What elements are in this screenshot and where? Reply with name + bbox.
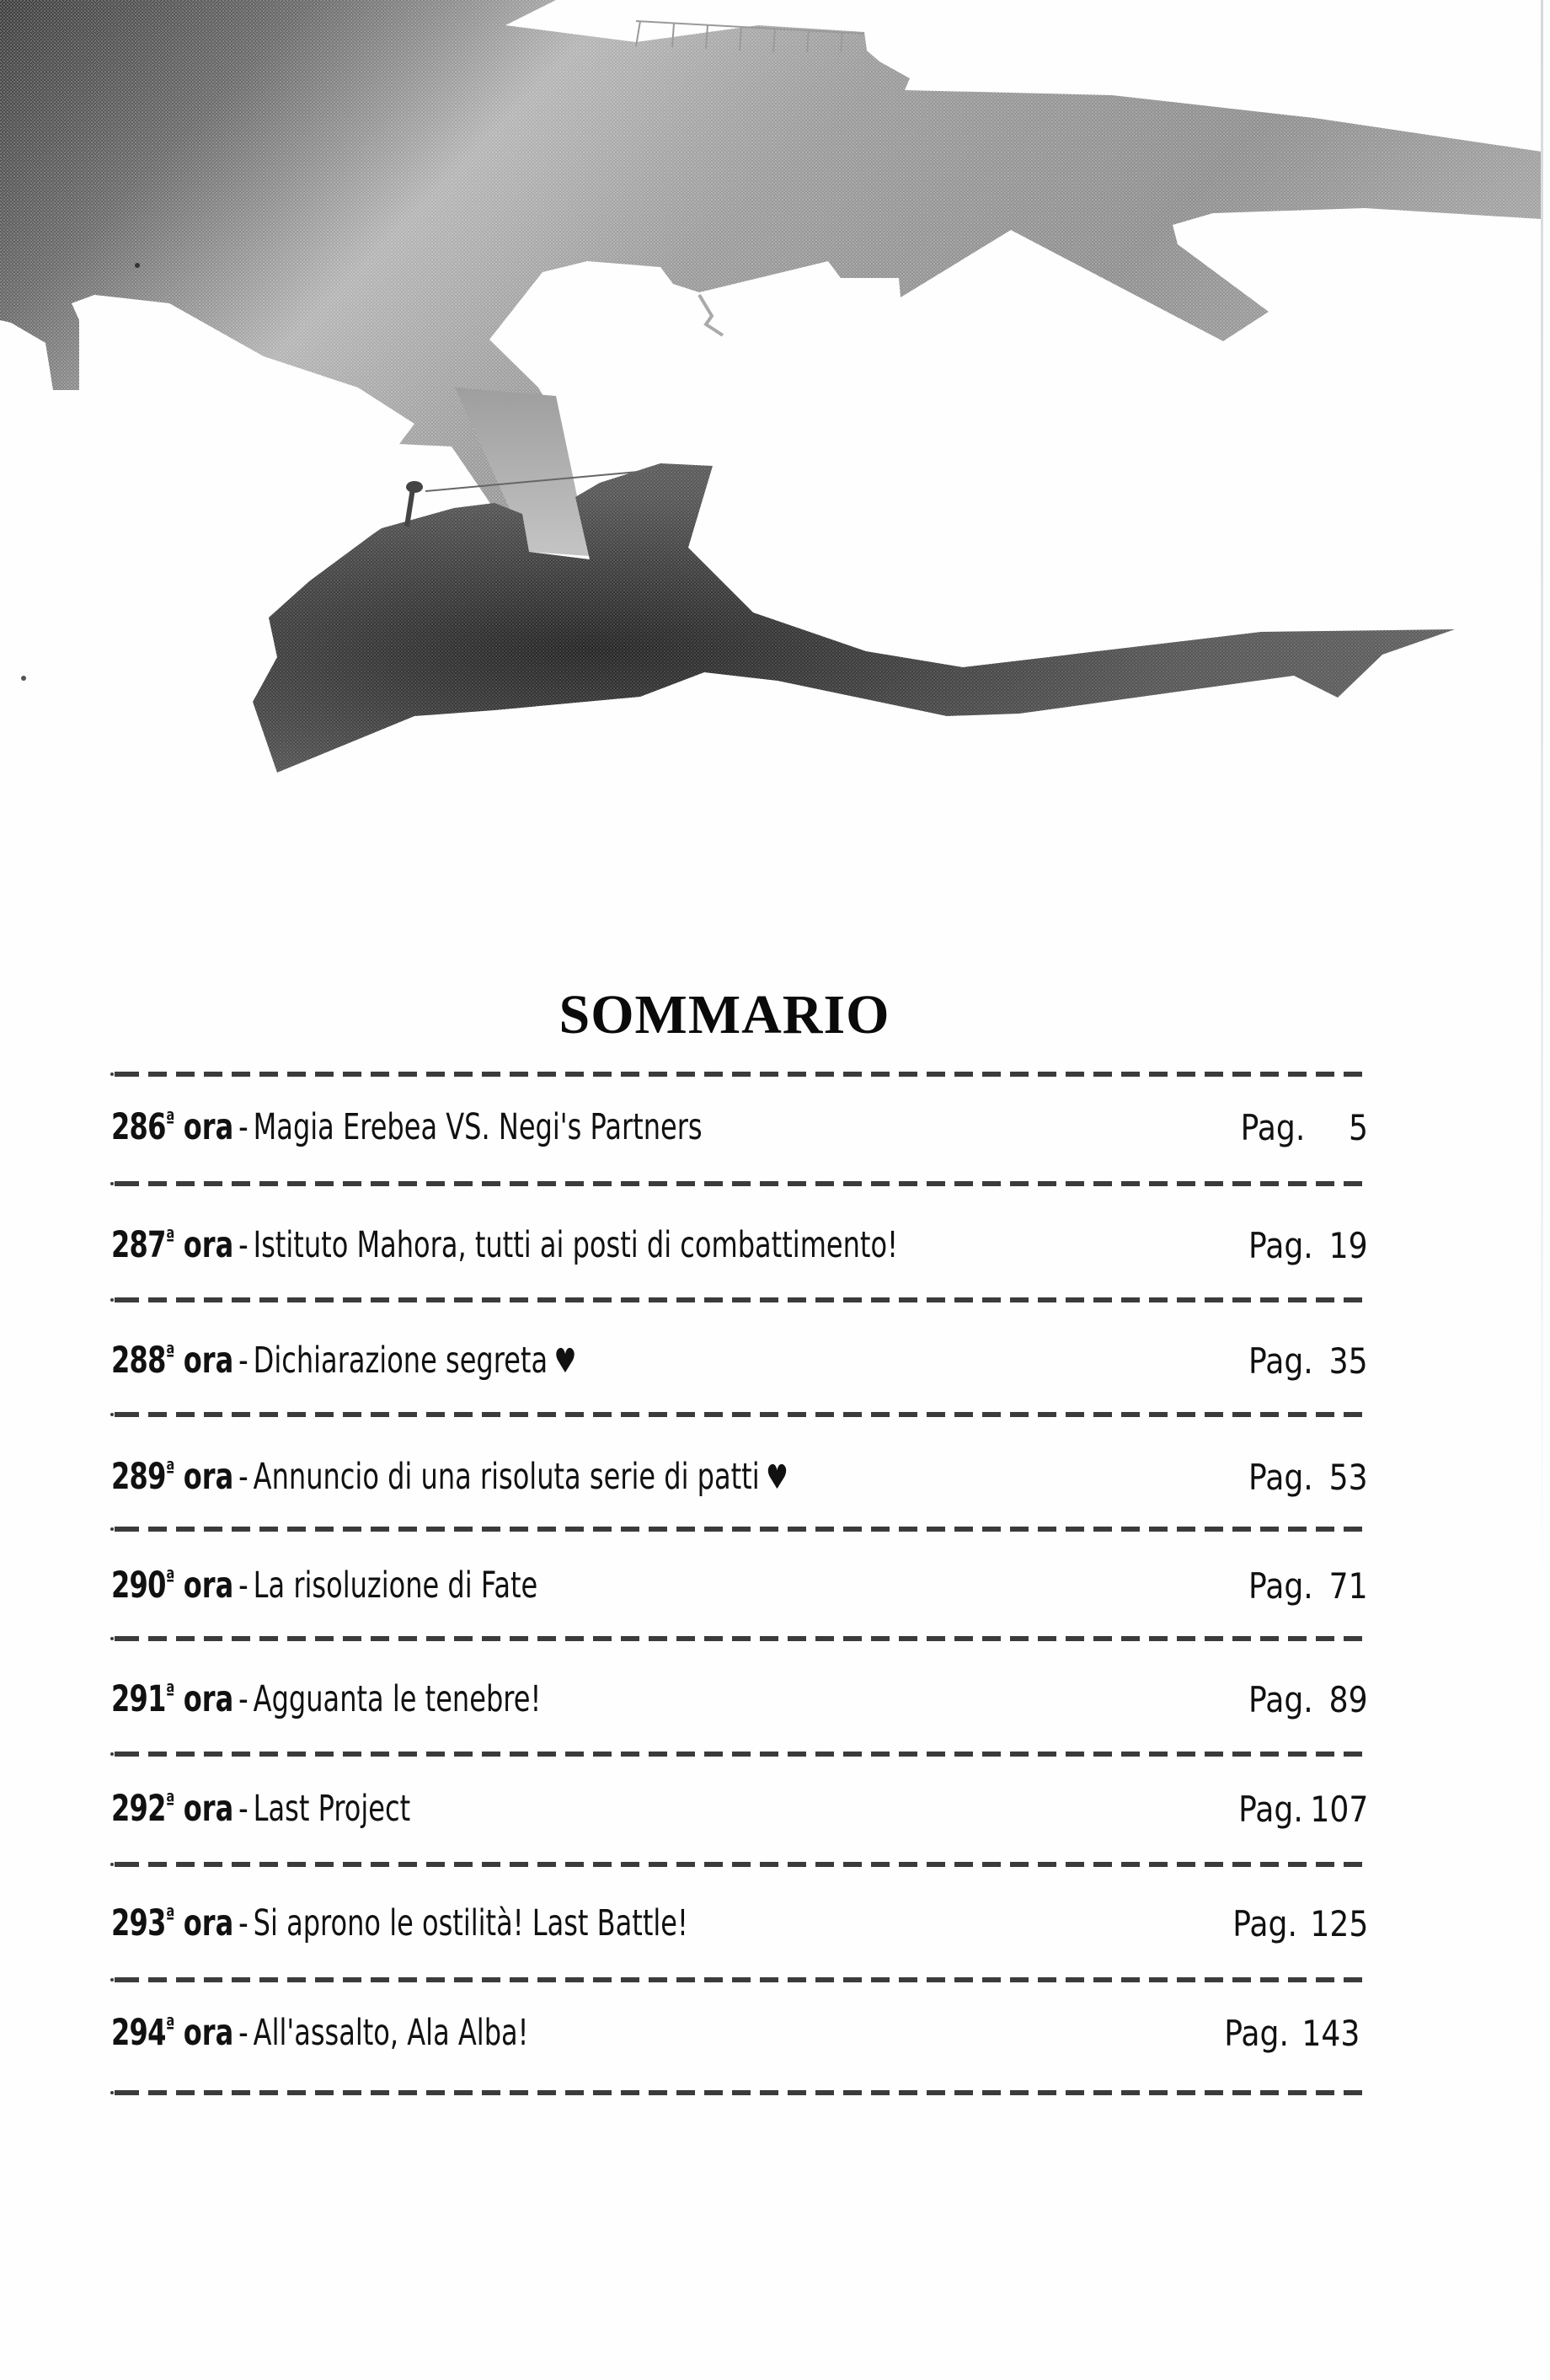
page-number: 125 — [1310, 1903, 1368, 1944]
chapter-word: ora — [183, 1340, 234, 1382]
page-reference — [1248, 1679, 1368, 1720]
page-title: SOMMARIO — [559, 984, 890, 1046]
toc-entry[interactable] — [111, 1667, 1375, 1718]
chapter-number: 286 — [111, 1106, 166, 1148]
ordinal-indicator: ª — [165, 1341, 175, 1366]
ordinal-indicator: ª — [165, 1904, 175, 1929]
toc-entry[interactable] — [111, 2001, 1375, 2054]
page-number: 5 — [1349, 1107, 1368, 1148]
ordinal-indicator: ª — [165, 1789, 175, 1815]
page-number: 143 — [1301, 2013, 1360, 2054]
ordinal-indicator: ª — [165, 1108, 175, 1133]
airship-illustration — [0, 0, 1550, 842]
toc-entry[interactable] — [111, 1213, 1375, 1264]
chapter-number: 291 — [111, 1678, 166, 1720]
chapter-number: 292 — [111, 1788, 166, 1830]
page-edge-line — [1541, 0, 1543, 1601]
page-label: Pag. — [1240, 1107, 1306, 1148]
chapter-title: Last Project — [253, 1788, 411, 1830]
page-label: Pag. — [1248, 1457, 1314, 1498]
dashed-divider — [111, 1977, 1368, 1982]
page-label: Pag. — [1248, 1679, 1314, 1720]
ordinal-indicator: ª — [165, 2014, 175, 2039]
dashed-divider — [111, 1072, 1368, 1077]
separator: - — [238, 1678, 249, 1720]
dashed-divider — [111, 1752, 1368, 1757]
chapter-word: ora — [183, 1106, 234, 1148]
page-label: Pag. — [1223, 2013, 1289, 2054]
heart-icon: ♥ — [553, 1342, 577, 1381]
page-reference — [1232, 1903, 1368, 1944]
page-reference — [1248, 1340, 1368, 1382]
ordinal-indicator: ª — [165, 1680, 175, 1705]
toc-entry[interactable] — [111, 1891, 1375, 1942]
dashed-divider — [111, 1527, 1368, 1532]
chapter-number: 293 — [111, 1902, 166, 1944]
chapter-number: 287 — [111, 1224, 166, 1266]
chapter-word: ora — [183, 1224, 234, 1266]
toc-entry[interactable] — [111, 1554, 1375, 1607]
dashed-divider — [111, 1412, 1368, 1417]
separator: - — [238, 1456, 249, 1498]
dashed-divider — [111, 2090, 1368, 2095]
airship-upper-body — [0, 0, 1542, 554]
chapter-word: ora — [183, 1788, 234, 1830]
chapter-title: La risoluzione di Fate — [253, 1564, 538, 1607]
ordinal-indicator: ª — [165, 1457, 175, 1483]
page-label: Pag. — [1248, 1340, 1314, 1382]
page-number: 35 — [1329, 1340, 1368, 1382]
chapter-number: 290 — [111, 1564, 166, 1607]
chapter-title: Magia Erebea VS. Negi's Partners — [253, 1106, 703, 1148]
page-label: Pag. — [1232, 1903, 1297, 1944]
page-label: Pag. — [1237, 1789, 1303, 1830]
dashed-divider — [111, 1862, 1368, 1867]
separator: - — [238, 1902, 249, 1944]
chapter-title: Annuncio di una risoluta serie di patti — [253, 1456, 760, 1498]
chapter-title: All'assalto, Ala Alba! — [253, 2012, 529, 2054]
chapter-word: ora — [183, 1456, 234, 1498]
chapter-word: ora — [183, 1564, 234, 1607]
mast-knob — [406, 481, 423, 493]
page-reference — [1248, 1457, 1368, 1498]
dashed-divider — [111, 1297, 1368, 1302]
ordinal-indicator: ª — [165, 1566, 175, 1591]
heart-icon: ♥ — [766, 1458, 788, 1497]
separator: - — [238, 1224, 249, 1266]
toc-entry[interactable] — [111, 1095, 1375, 1146]
page-reference — [1248, 1565, 1368, 1607]
chapter-title: Istituto Mahora, tutti ai posti di combattimento! — [253, 1224, 898, 1266]
chapter-word: ora — [183, 1902, 234, 1944]
page-number: 19 — [1329, 1225, 1368, 1266]
chapter-number: 289 — [111, 1456, 166, 1498]
page-number: 71 — [1329, 1565, 1368, 1607]
page-label: Pag. — [1248, 1565, 1314, 1607]
page-number: 53 — [1329, 1457, 1368, 1498]
chapter-number: 294 — [111, 2012, 166, 2054]
separator: - — [238, 1340, 249, 1382]
chapter-number: 288 — [111, 1340, 166, 1382]
chapter-title: Dichiarazione segreta — [253, 1340, 548, 1382]
toc-entry[interactable] — [111, 1777, 1375, 1830]
page-reference — [1237, 1789, 1368, 1830]
toc-entry[interactable] — [111, 1445, 1375, 1498]
separator: - — [238, 1788, 249, 1830]
dashed-divider — [111, 1636, 1368, 1641]
chapter-word: ora — [183, 1678, 234, 1720]
chapter-word: ora — [183, 2012, 234, 2054]
dashed-divider — [111, 1181, 1368, 1186]
page-label: Pag. — [1248, 1225, 1314, 1266]
page-reference — [1240, 1107, 1368, 1148]
chapter-title: Si aprono le ostilità! Last Battle! — [253, 1902, 688, 1944]
separator: - — [238, 1106, 249, 1148]
toc-entry[interactable] — [111, 1329, 1375, 1382]
page-number: 89 — [1329, 1679, 1368, 1720]
page-reference — [1223, 2013, 1360, 2054]
ordinal-indicator: ª — [165, 1226, 175, 1251]
page-number: 107 — [1310, 1789, 1368, 1830]
chapter-title: Agguanta le tenebre! — [253, 1678, 542, 1720]
separator: - — [238, 2012, 249, 2054]
page-reference — [1248, 1225, 1368, 1266]
separator: - — [238, 1564, 249, 1607]
flying-ship-lower — [253, 463, 1455, 773]
